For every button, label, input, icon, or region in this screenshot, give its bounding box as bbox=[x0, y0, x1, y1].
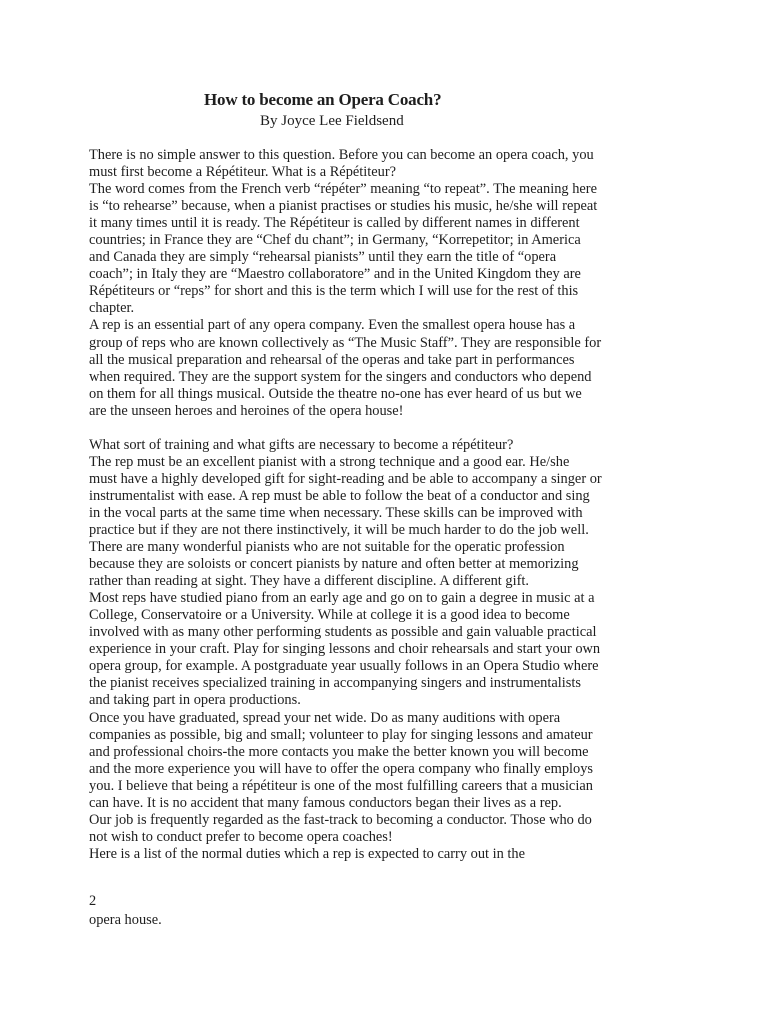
text-line: There are many wonderful pianists who are not suitable for the operatic profession bbox=[89, 539, 565, 556]
text-line: and the more experience you will have to offer the opera company who finally employs bbox=[89, 760, 594, 777]
text-line: Répétiteurs or “reps” for short and this is the term which I will use for the rest of this bbox=[89, 283, 579, 300]
text-line: must have a highly developed gift for sight-reading and be able to accompany a singer or bbox=[89, 470, 602, 487]
paragraph-block-intro bbox=[89, 147, 689, 420]
text-line: opera group, for example. A postgraduate year usually follows in an Opera Studio where bbox=[89, 658, 599, 675]
text-line: Here is a list of the normal duties which a rep is expected to carry out in the bbox=[89, 845, 525, 862]
text-line: Once you have graduated, spread your net wide. Do as many auditions with opera bbox=[89, 709, 561, 726]
text-line: companies as possible, big and small; volunteer to play for singing lessons and amateur bbox=[89, 726, 593, 743]
document-body bbox=[89, 147, 689, 863]
text-line: What sort of training and what gifts are necessary to become a répétiteur? bbox=[89, 436, 514, 453]
text-line: instrumentalist with ease. A rep must be able to follow the beat of a conductor and sing bbox=[89, 487, 590, 504]
text-line: rather than reading at sight. They have a different discipline. A different gift. bbox=[89, 573, 529, 590]
text-line: The rep must be an excellent pianist with a strong technique and a good ear. He/she bbox=[89, 453, 570, 470]
text-line: experience in your craft. Play for singing lessons and choir rehearsals and start your own bbox=[89, 641, 601, 658]
text-line: group of reps who are known collectively as “The Music Staff”. They are responsible for bbox=[89, 334, 602, 351]
text-line: coach”; in Italy they are “Maestro collaboratore” and in the United Kingdom they are bbox=[89, 266, 581, 283]
text-line: and taking part in opera productions. bbox=[89, 692, 301, 709]
text-line: it many times until it is ready. The Répétiteur is called by different names in different bbox=[89, 215, 580, 232]
text-line: because they are soloists or concert pianists by nature and often better at memorizing bbox=[89, 556, 579, 573]
text-line: on them for all things musical. Outside the theatre no-one has ever heard of us but we bbox=[89, 385, 582, 402]
text-line: is “to rehearse” because, when a pianist practises or studies his music, he/she will repeat bbox=[89, 198, 598, 215]
text-line: practice but if they are not there instinctively, it will be much harder to do the job well. bbox=[89, 521, 589, 538]
text-line: There is no simple answer to this question. Before you can become an opera coach, you bbox=[89, 147, 594, 163]
text-line: must first become a Répétiteur. What is a Répétiteur? bbox=[89, 164, 397, 181]
text-line: chapter. bbox=[89, 300, 135, 317]
text-line: College, Conservatoire or a University. While at college it is a good idea to become bbox=[89, 607, 570, 624]
text-line: and professional choirs-the more contacts you make the better known you will become bbox=[89, 743, 589, 760]
paragraph-block-training bbox=[89, 437, 689, 863]
trailing-line: opera house. bbox=[89, 912, 162, 928]
paragraph-gap bbox=[89, 420, 689, 437]
text-line: and Canada they are simply “rehearsal pianists” until they earn the title of “opera bbox=[89, 249, 557, 266]
text-line: A rep is an essential part of any opera company. Even the smallest opera house has a bbox=[89, 317, 576, 334]
text-line: the pianist receives specialized training in accompanying singers and instrumentalists bbox=[89, 675, 581, 692]
text-line: countries; in France they are “Chef du chant”; in Germany, “Korrepetitor; in America bbox=[89, 232, 581, 249]
text-line: Our job is frequently regarded as the fast-track to becoming a conductor. Those who do bbox=[89, 811, 592, 828]
text-line: you. I believe that being a répétiteur is one of the most fulfilling careers that a musician bbox=[89, 777, 593, 794]
text-line: in the vocal parts at the same time when necessary. These skills can be improved with bbox=[89, 504, 583, 521]
author-byline: By Joyce Lee Fieldsend bbox=[260, 113, 404, 129]
text-line: are the unseen heroes and heroines of the opera house! bbox=[89, 402, 404, 419]
text-line: not wish to conduct prefer to become opera coaches! bbox=[89, 828, 393, 845]
text-line: can have. It is no accident that many famous conductors began their lives as a rep. bbox=[89, 794, 562, 811]
text-line: all the musical preparation and rehearsal of the operas and take part in performances bbox=[89, 351, 575, 368]
page-number: 2 bbox=[89, 893, 97, 909]
text-line: The word comes from the French verb “répéter” meaning “to repeat”. The meaning here bbox=[89, 181, 597, 198]
text-line: when required. They are the support system for the singers and conductors who depend bbox=[89, 368, 592, 385]
page-title: How to become an Opera Coach? bbox=[204, 90, 442, 109]
text-line: involved with as many other performing students as possible and gain valuable practical bbox=[89, 624, 597, 641]
text-line: Most reps have studied piano from an early age and go on to gain a degree in music at a bbox=[89, 590, 595, 607]
